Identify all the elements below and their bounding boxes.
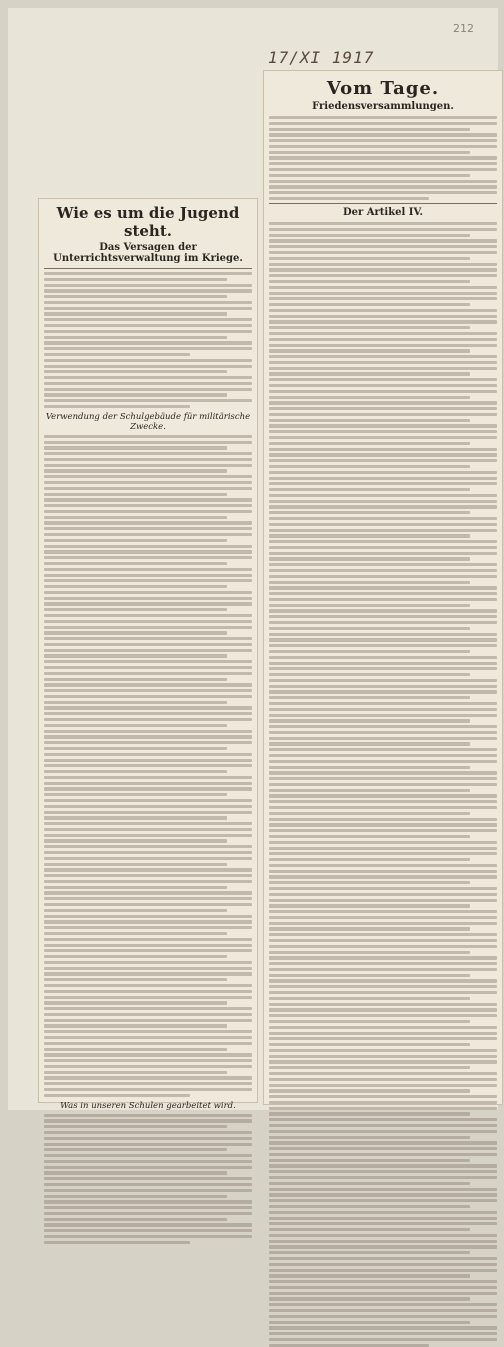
left-subtitle: Das Versagen der Unterrichtsverwaltung im Kriege.	[53, 242, 243, 264]
left-section-1: Verwendung der Schulgebäude für militärische Zwecke.	[45, 412, 251, 433]
article-title: Der Artikel IV.	[343, 207, 423, 219]
handwritten-date: 17/XI 1917	[268, 48, 375, 67]
pencil-mark: 212	[453, 22, 474, 35]
right-title: Friedensversammlungen.	[312, 101, 454, 112]
right-body-1	[263, 116, 503, 200]
right-body-2	[263, 222, 503, 1347]
left-body-1	[38, 272, 258, 408]
right-header: Vom Tage.	[326, 78, 440, 99]
divider	[44, 268, 252, 269]
divider	[269, 203, 497, 204]
left-title: Wie es um die Jugend steht.	[56, 204, 240, 240]
left-body-2	[38, 435, 258, 1097]
archive-sheet	[8, 8, 498, 1110]
clipping-right	[263, 70, 503, 1105]
clipping-left	[38, 198, 258, 1111]
left-section-2: Was in unseren Schulen gearbeitet wird.	[60, 1101, 236, 1111]
left-body-3	[38, 1114, 258, 1244]
